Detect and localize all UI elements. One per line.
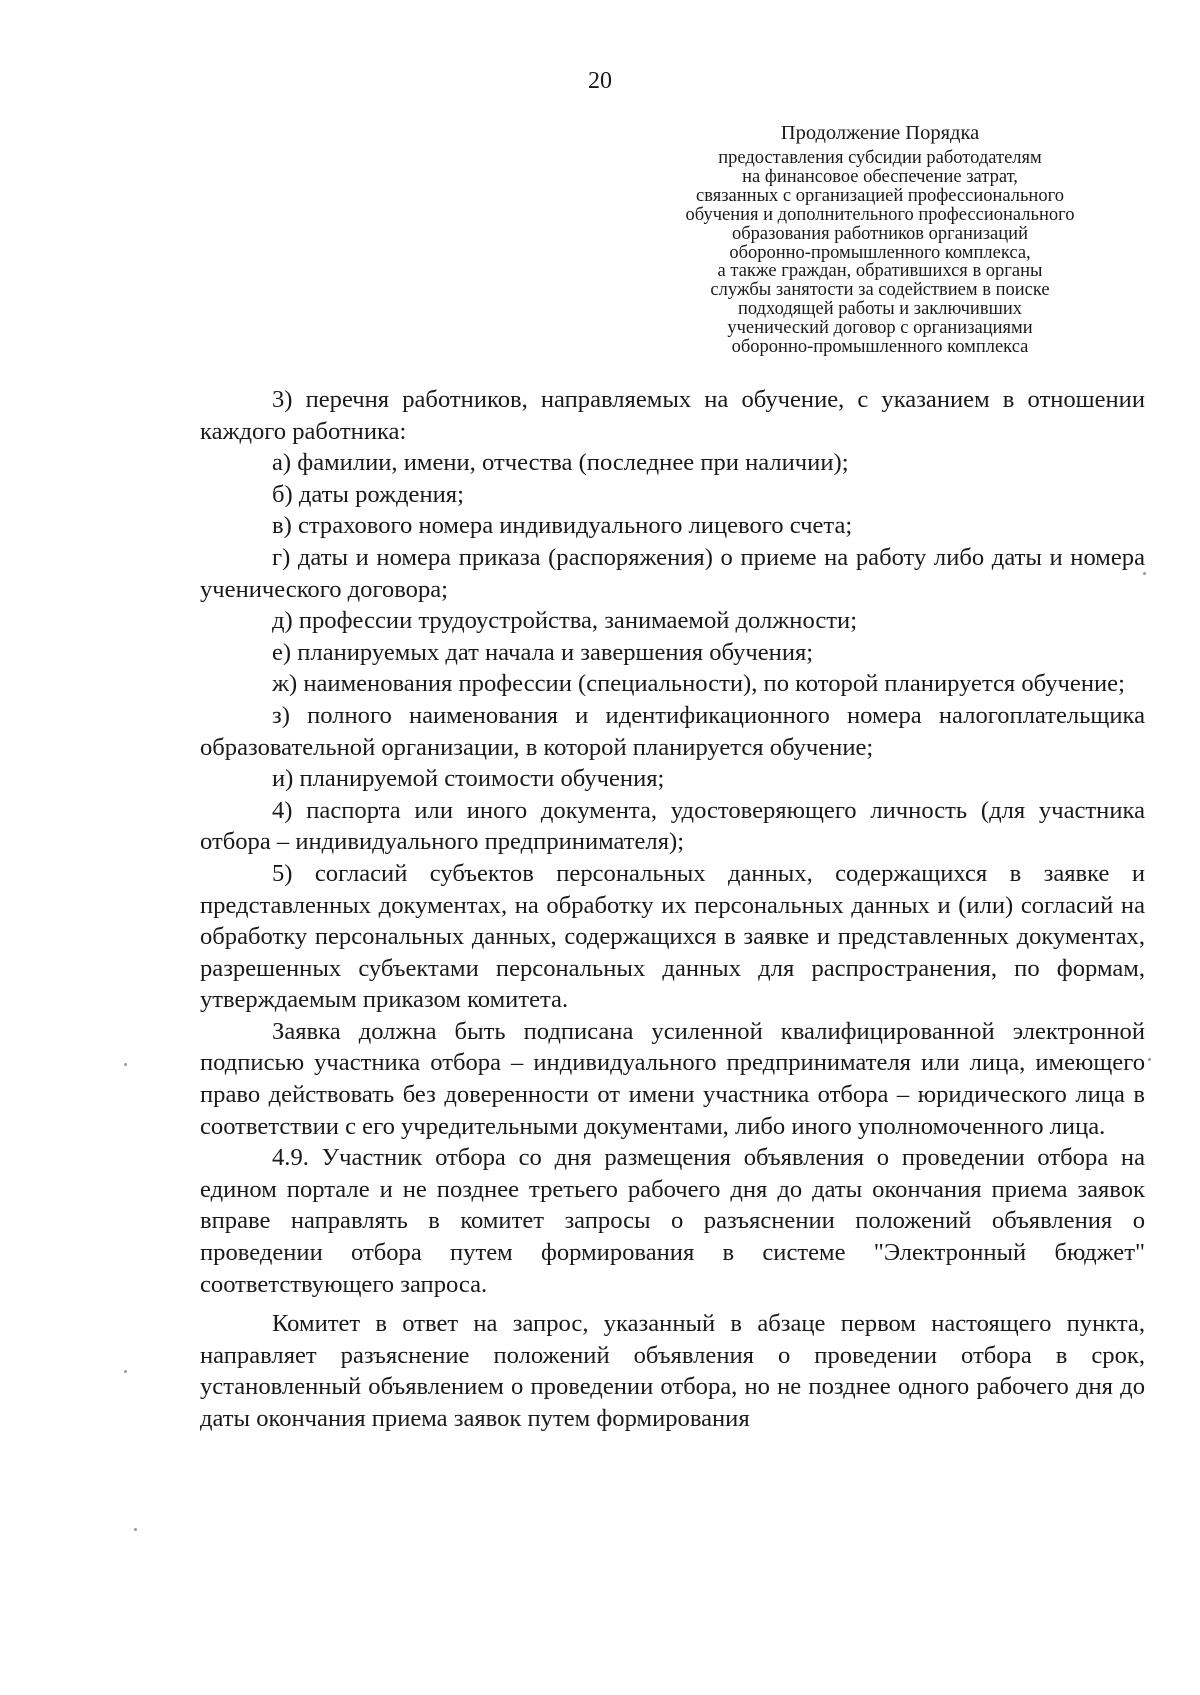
paragraph-subitem-zh: ж) наименования профессии (специальности), по которой планируется обучение; [272,670,1125,698]
header-line: связанных с организацией профессионального [696,185,1064,206]
header-line: оборонно-промышленного комплекса, [729,242,1031,263]
scan-speck [134,1528,137,1531]
paragraph-subitem-v: в) страхового номера индивидуального лицевого счета; [272,512,853,540]
header-line: на финансовое обеспечение затрат, [742,166,1018,187]
scan-speck [124,1063,127,1066]
paragraph-subitem-z: з) полного наименования и идентификационного номера налогоплательщика образовательной организации, в которой планируется обучение; [200,701,1145,761]
paragraph-signature-requirement: Заявка должна быть подписана усиленной квалифицированной электронной подписью участника отбора – индивидуального предпринимателя или лица, имеющего право действовать без доверенности от имени участника отбора – юридического лица в соответствии с его учредительными документами, либо иного уполномоченного лица. [200,1017,1145,1140]
scan-speck [124,1370,127,1373]
paragraph-section-4-9: 4.9. Участник отбора со дня размещения объявления о проведении отбора на едином портале и не позднее третьего рабочего дня до даты окончания приема заявок вправе направлять в комитет запросы о разъяснении положений объявления о проведении отбора путем формирования в системе "Электронный бюджет" соответствующего запроса. [200,1144,1145,1298]
header-line: подходящей работы и заключивших [738,299,1022,320]
header-line: а также граждан, обратившихся в органы [717,261,1043,282]
header-line: обучения и дополнительного профессионального [685,204,1075,225]
paragraph-subitem-d: д) профессии трудоустройства, занимаемой должности; [272,607,858,635]
paragraph-item-3: 3) перечня работников, направляемых на обучение, с указанием в отношении каждого работника: [200,386,1145,445]
scan-speck [1148,1058,1151,1061]
header-line: оборонно-промышленного комплекса [731,337,1029,358]
header-line: службы занятости за содействием в поиске [710,280,1050,301]
paragraph-subitem-e: е) планируемых дат начала и завершения обучения; [272,638,814,666]
header-line: предоставления субсидии работодателям [718,148,1042,168]
paragraph-committee-response: Комитет в ответ на запрос, указанный в абзаце первом настоящего пункта, направляет разъяснение положений объявления о проведении отбора в срок, установленный объявлением о проведении отбора, но не позднее одного рабочего дня до даты окончания приема заявок путем формирования [200,1310,1145,1432]
header-block [610,121,1150,357]
header-line: ученический договор с организациями [727,318,1033,339]
paragraph-subitem-i: и) планируемой стоимости обучения; [272,765,665,793]
scan-speck [1143,572,1146,575]
body-text [200,384,1145,1435]
paragraph-subitem-b: б) даты рождения; [272,480,464,508]
page-number: 20 [588,68,612,94]
paragraph-subitem-a: а) фамилии, имени, отчества (последнее при наличии); [272,449,849,477]
header-line: образования работников организаций [732,223,1028,244]
paragraph-item-5: 5) согласий субъектов персональных данных, содержащихся в заявке и представленных документах, на обработку их персональных данных и (или) согласий на обработку персональных данных, содержащихся в заявке и представленных документах, разрешенных субъектами персональных данных для распространения, по формам, утверждаемым приказом комитета. [200,859,1145,1014]
header-title: Продолжение Порядка [780,122,980,144]
paragraph-subitem-g: г) даты и номера приказа (распоряжения) о приеме на работу либо даты и номера ученического договора; [200,543,1145,603]
paragraph-item-4: 4) паспорта или иного документа, удостоверяющего личность (для участника отбора – индивидуального предпринимателя); [200,796,1145,856]
